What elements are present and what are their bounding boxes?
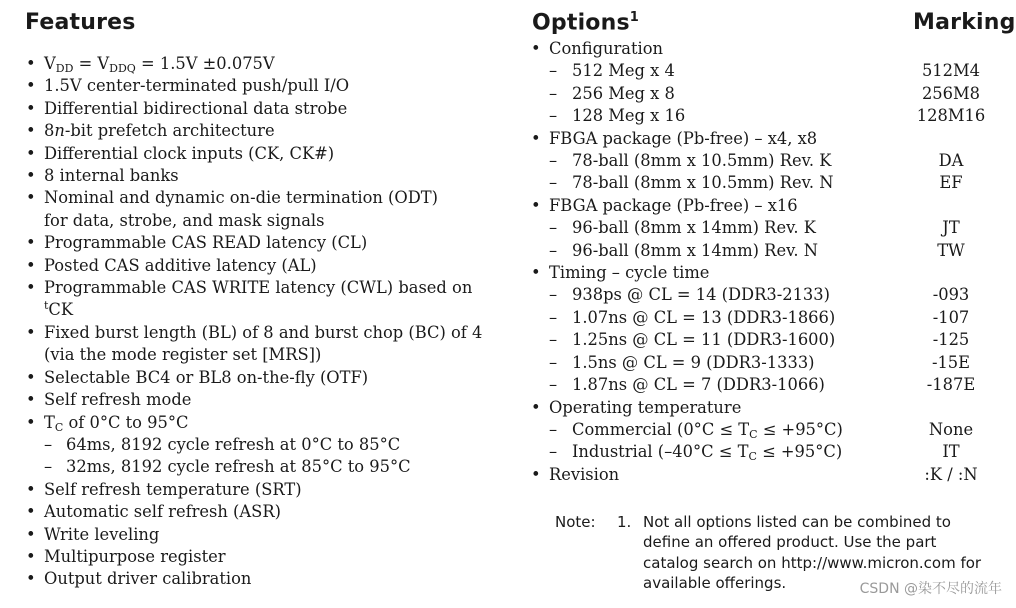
- feature-item-tc: • $T_C$ of 0°C to 95°C: [44, 412, 482, 434]
- option-marking: DA: [938, 151, 964, 171]
- option-row: – 1.5ns @ CL = 9 (DDR3-1333) -15E: [549, 352, 999, 374]
- feature-item: • Selectable BC4 or BL8 on-the-fly (OTF): [44, 367, 482, 389]
- option-marking: EF: [939, 173, 963, 193]
- features-heading: Features: [25, 10, 136, 35]
- option-marking: IT: [942, 442, 960, 462]
- option-group: • FBGA package (Pb-free) – x16: [549, 195, 999, 217]
- feature-item: • Posted CAS additive latency (AL): [44, 255, 482, 277]
- option-marking: TW: [937, 240, 965, 260]
- feature-item-continuation: (via the mode register set [MRS]): [44, 345, 322, 365]
- option-row: – 512 Meg x 4 512M4: [549, 60, 999, 82]
- feature-item: • Differential clock inputs (CK, CK#): [44, 143, 482, 165]
- feature-subitem: – 64ms, 8192 cycle refresh at 0°C to 85°C: [44, 434, 482, 456]
- options-heading: Options$^1$: [532, 10, 640, 36]
- option-marking: :K / :N: [924, 464, 978, 484]
- marking-heading: Marking: [913, 10, 1016, 35]
- note-text: Not all options listed can be combined to define an offered product. Use the part catalog search on http://www.micron.com for available offerings.: [643, 513, 982, 593]
- option-marking: None: [928, 419, 974, 439]
- option-marking: 256M8: [921, 83, 981, 103]
- option-group: • FBGA package (Pb-free) – x4, x8: [549, 128, 999, 150]
- option-marking: 512M4: [921, 61, 981, 81]
- option-group: • Revision :K / :N: [549, 464, 999, 486]
- feature-item: • Nominal and dynamic on-die termination (ODT): [44, 187, 482, 209]
- feature-item: • Multipurpose register: [44, 546, 482, 568]
- feature-item: • Self refresh mode: [44, 389, 482, 411]
- option-marking: -187E: [926, 375, 976, 395]
- feature-item: • Differential bidirectional data strobe: [44, 98, 482, 120]
- option-row: – 78-ball (8mm x 10.5mm) Rev. N EF: [549, 172, 999, 194]
- feature-item: • Self refresh temperature (SRT): [44, 479, 482, 501]
- note-number: 1.: [617, 513, 632, 531]
- feature-item: • 8 internal banks: [44, 165, 482, 187]
- option-group: • Operating temperature: [549, 397, 999, 419]
- option-marking: -107: [932, 307, 970, 327]
- option-marking: JT: [942, 218, 960, 238]
- feature-item-vdd: • $V_{DD} = V_{DDQ} = 1.5V \pm 0.075V$: [44, 53, 482, 75]
- feature-item: • Programmable CAS READ latency (CL): [44, 232, 482, 254]
- note-label: Note:: [555, 513, 596, 531]
- feature-item: • Automatic self refresh (ASR): [44, 501, 482, 523]
- option-marking: -125: [932, 330, 970, 350]
- feature-subitem: – 32ms, 8192 cycle refresh at 85°C to 95°C: [44, 456, 482, 478]
- feature-item: • Fixed burst length (BL) of 8 and burst chop (BC) of 4: [44, 322, 482, 344]
- option-row: – 1.25ns @ CL = 11 (DDR3-1600) -125: [549, 329, 999, 351]
- option-row: – 78-ball (8mm x 10.5mm) Rev. K DA: [549, 150, 999, 172]
- option-row: – 1.87ns @ CL = 7 (DDR3-1066) -187E: [549, 374, 999, 396]
- feature-item: • Programmable CAS WRITE latency (CWL) based on: [44, 277, 482, 299]
- option-row: – 96-ball (8mm x 14mm) Rev. K JT: [549, 217, 999, 239]
- option-marking: 128M16: [916, 106, 986, 126]
- footnote-ref: 1: [629, 10, 640, 25]
- option-row: – 256 Meg x 8 256M8: [549, 83, 999, 105]
- option-row: – 128 Meg x 16 128M16: [549, 105, 999, 127]
- option-row: – 938ps @ CL = 14 (DDR3-2133) -093: [549, 284, 999, 306]
- watermark: CSDN @染不尽的流年: [859, 581, 1002, 597]
- feature-item: • 1.5V center-terminated push/pull I/O: [44, 75, 482, 97]
- option-group: • Timing – cycle time: [549, 262, 999, 284]
- option-group: • Configuration: [549, 38, 999, 60]
- option-marking: -15E: [931, 352, 971, 372]
- option-row: – 96-ball (8mm x 14mm) Rev. N TW: [549, 240, 999, 262]
- option-marking: -093: [932, 285, 970, 305]
- option-row-commercial: – Commercial $(0^\circ C \le T_C \le +95^\circ C)$ None: [549, 419, 999, 441]
- option-row: – 1.07ns @ CL = 13 (DDR3-1866) -107: [549, 307, 999, 329]
- options-list: [549, 38, 999, 486]
- feature-item: • Write leveling: [44, 524, 482, 546]
- features-list: [44, 53, 482, 591]
- feature-item-continuation: for data, strobe, and mask signals: [44, 210, 325, 230]
- feature-item: • Output driver calibration: [44, 568, 482, 590]
- feature-item-prefetch: • 8n-bit prefetch architecture: [44, 120, 482, 142]
- option-row-industrial: – Industrial $(-40^\circ C \le T_C \le +95^\circ C)$ IT: [549, 441, 999, 463]
- feature-item-tck: $^t$CK: [44, 299, 74, 320]
